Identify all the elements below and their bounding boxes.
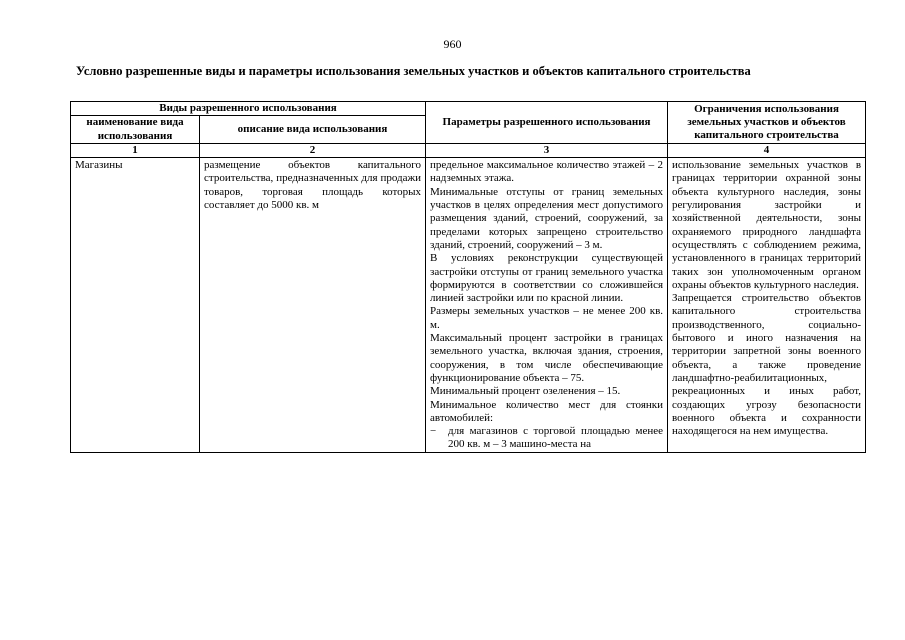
parameter-text: Размеры земельных участков – не менее 200 кв. м. <box>430 305 664 331</box>
restriction-text: Запрещается строительство объектов капитального строительства производственного, социально-бытового и иного назначения на территории запретной зоны военного объекта, а также проведение ландшафтно-реабилитационных, рекреационных и иных работ, создающих угрозу безопасности военного объекта и сохранности находящегося на нем имущества. <box>672 292 862 438</box>
column-numbers-row <box>71 143 866 157</box>
land-use-table <box>70 101 866 453</box>
header-use-description: описание вида использования <box>200 116 426 144</box>
parking-bullets <box>430 425 663 452</box>
use-description-cell: размещение объектов капитального строительства, предназначенных для продажи товаров, торговая площадь которых составляет до 5000 кв. м <box>200 158 426 453</box>
parameter-text: Минимальный процент озеленения – 15. <box>430 385 621 398</box>
column-number-3: 3 <box>426 143 668 157</box>
parameter-text: В условиях реконструкции существующей застройки отступы от границ земельного участка формируются в соответствии со сложившейся линией застройки или по красной линии. <box>430 252 664 305</box>
parameter-text: Минимальное количество мест для стоянки автомобилей: <box>430 398 664 424</box>
parameter-text: Максимальный процент застройки в границах земельного участка, включая здания, строения, сооружения, в том числе обеспечивающие функционирование объекта – 75. <box>430 332 664 384</box>
parameter-text: Минимальные отступы от границ земельных участков в целях определения мест допустимого размещения зданий, строений, сооружений, за пределами которых запрещено строительство зданий, строений, сооружений – 3 м. <box>430 185 664 251</box>
column-number-1: 1 <box>71 143 200 157</box>
use-name-cell: Магазины <box>71 158 200 453</box>
bullet-text: для магазинов с торговой площадью менее 200 кв. м – 3 машино-места на <box>448 425 664 451</box>
bullet-dash: − <box>430 425 437 438</box>
header-use-name: наименование вида использования <box>71 116 200 144</box>
list-item <box>430 425 663 452</box>
header-row-1 <box>71 102 866 116</box>
header-restrictions: Ограничения использования земельных участков и объектов капитального строительства <box>668 102 866 144</box>
column-number-2: 2 <box>200 143 426 157</box>
page-number: 960 <box>443 37 462 51</box>
restriction-text: использование земельных участков в границах территории охранной зоны объекта культурного наследия, зоны регулирования застройки и хозяйственной деятельности, зоны охраняемого природного ландшафта осуществлять с соблюдением режима, установленного в границах территорий таких зон уполномоченным органом охраны объектов культурного наследия. <box>672 159 862 291</box>
parameter-text: предельное максимальное количество этажей – 2 надземных этажа. <box>430 159 664 185</box>
header-uses-group: Виды разрешенного использования <box>71 102 426 116</box>
restrictions-cell <box>668 158 866 453</box>
document-title: Условно разрешенные виды и параметры использования земельных участков и объектов капитального строительства <box>76 64 751 78</box>
table-row <box>71 158 866 453</box>
header-parameters: Параметры разрешенного использования <box>426 102 668 144</box>
parameters-cell <box>426 158 668 453</box>
column-number-4: 4 <box>668 143 866 157</box>
